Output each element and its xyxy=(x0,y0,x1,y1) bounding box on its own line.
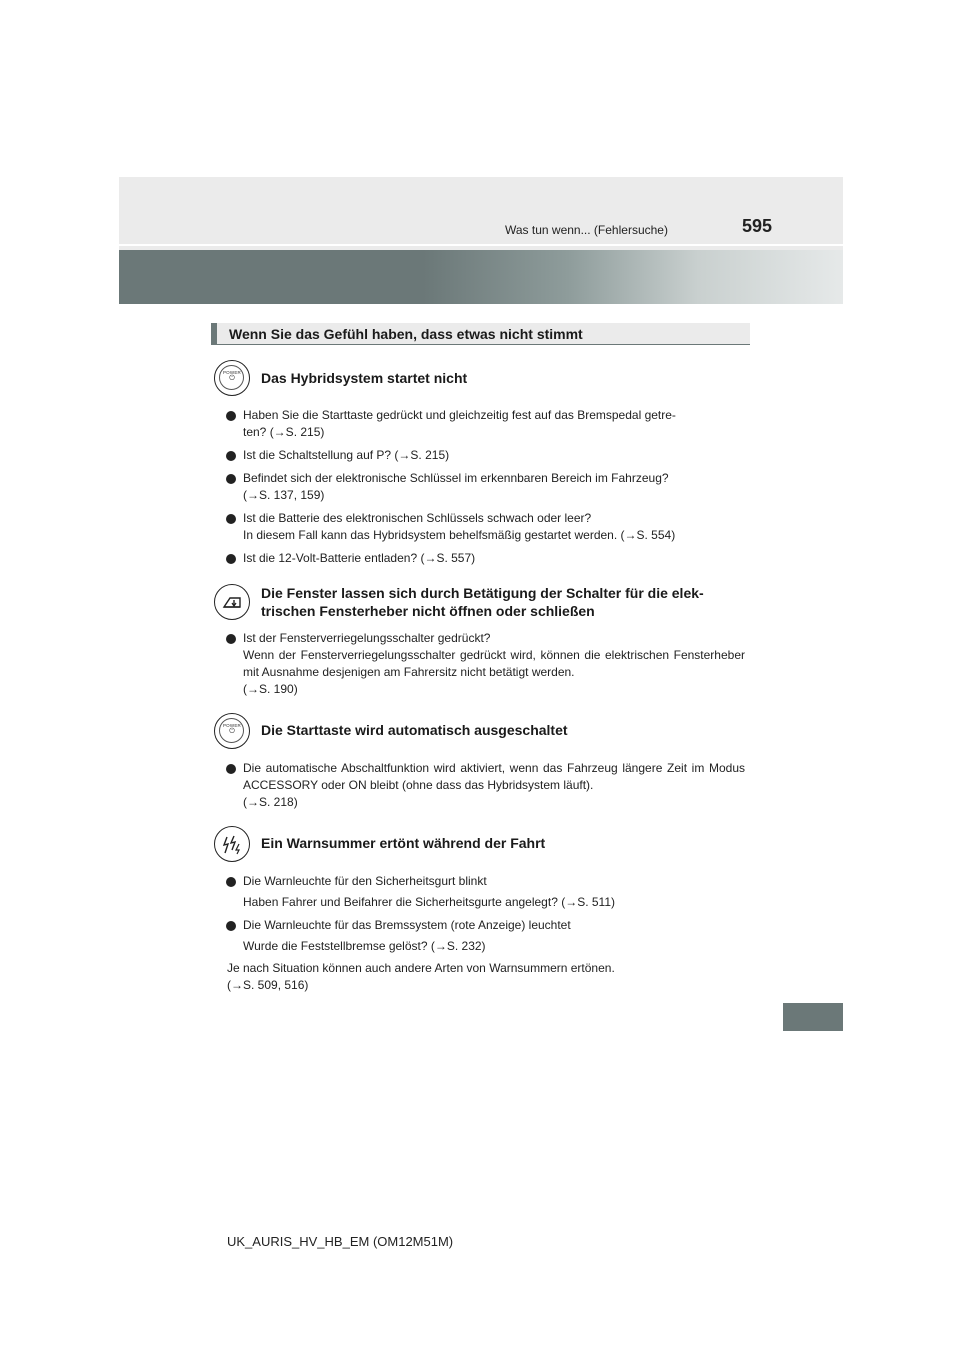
power-button-icon: POWER ⏻ xyxy=(214,713,250,749)
list-item: Befindet sich der elektronische Schlüssel im erkennbaren Bereich im Fahrzeug? (→S. 137, 159) xyxy=(227,470,745,504)
bullet-icon xyxy=(226,764,236,774)
section-heading: Wenn Sie das Gefühl haben, dass etwas nicht stimmt xyxy=(229,326,583,342)
model-code: UK_AURIS_HV_HB_EM (OM12M51M) xyxy=(227,1234,454,1249)
subheading-hybrid-not-starting: Das Hybridsystem startet nicht xyxy=(261,370,468,386)
bullet-icon xyxy=(226,474,236,484)
chapter-tab xyxy=(783,1003,843,1031)
header-divider xyxy=(119,244,843,246)
power-button-icon: POWER ⏻ xyxy=(214,360,250,396)
section-heading-bar xyxy=(211,323,750,345)
list-item-detail: Wurde die Feststellbremse gelöst? (→S. 232) xyxy=(243,939,486,953)
list-item: Die automatische Abschaltfunktion wird aktiviert, wenn das Fahrzeug längere Zeit im Modus ACCESSORY oder ON bleibt (ohne dass das Hybridsystem läuft). (→S. 218) xyxy=(227,760,745,811)
subheading-auto-off: Die Starttaste wird automatisch ausgeschaltet xyxy=(261,722,568,738)
bullet-icon xyxy=(226,554,236,564)
bullet-icon xyxy=(226,921,236,931)
subheading-warning-buzzer: Ein Warnsummer ertönt während der Fahrt xyxy=(261,835,546,851)
subheading-windows-line2: trischen Fensterheber nicht öffnen oder schließen xyxy=(261,603,595,619)
note-text: Je nach Situation können auch andere Arten von Warnsummern ertönen. (→S. 509, 516) xyxy=(227,961,615,992)
list-item: Ist die Schaltstellung auf P? (→S. 215) xyxy=(227,447,745,464)
bullet-icon xyxy=(226,411,236,421)
bullet-icon xyxy=(226,877,236,887)
list-item: Haben Sie die Starttaste gedrückt und gleichzeitig fest auf das Bremspedal getre- ten? (→S. 215) xyxy=(227,407,745,441)
page-number: 595 xyxy=(742,216,773,236)
bullet-icon xyxy=(226,451,236,461)
subheading-windows: Die Fenster lassen sich durch Betätigung der Schalter für die elek- xyxy=(261,585,704,601)
bullet-icon xyxy=(226,634,236,644)
list-item: Ist der Fensterverriegelungsschalter gedrückt? Wenn der Fensterverriegelungsschalter gedrückt wird, können die elektrischen Fensterheber mit Ausnahme desjenigen am Fahrersitz nicht betätigt werden. (→S. 190) xyxy=(227,630,745,698)
power-window-switch-icon xyxy=(214,584,250,620)
section-title: Was tun wenn... (Fehlersuche) xyxy=(505,223,668,237)
list-item: Ist die Batterie des elektronischen Schlüssels schwach oder leer? In diesem Fall kann das Hybridsystem behelfsmäßig gestartet werden. (→S. 554) xyxy=(227,510,745,544)
list-item: Ist die 12-Volt-Batterie entladen? (→S. 557) xyxy=(227,550,745,567)
bullet-icon xyxy=(226,514,236,524)
list-item-detail: Haben Fahrer und Beifahrer die Sicherheitsgurte angelegt? (→S. 511) xyxy=(243,895,615,909)
list-item: Die Warnleuchte für das Bremssystem (rote Anzeige) leuchtet xyxy=(227,917,745,934)
list-item: Die Warnleuchte für den Sicherheitsgurt blinkt xyxy=(227,873,745,890)
warning-buzzer-icon xyxy=(214,826,250,862)
header-gradient-band xyxy=(119,250,843,304)
